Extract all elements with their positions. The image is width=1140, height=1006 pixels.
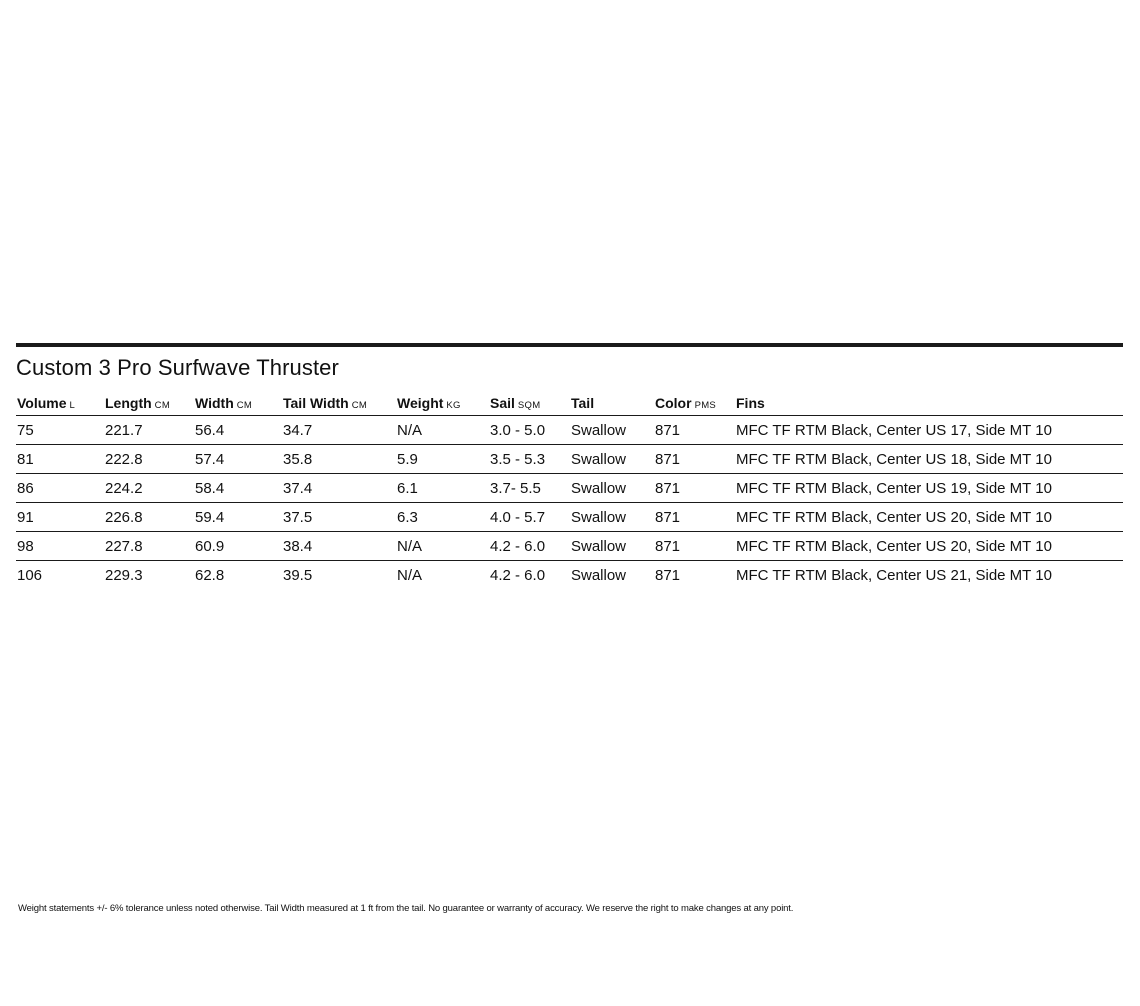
disclaimer-footnote: Weight statements +/- 6% tolerance unless noted otherwise. Tail Width measured at 1 ft from the tail. No guarantee or warranty of accuracy. We reserve the right to make changes at any point. [18,903,794,914]
cell-length: 224.2 [104,474,194,503]
cell-volume: 81 [16,445,104,474]
cell-tail-width: 35.8 [282,445,396,474]
cell-sail: 3.5 - 5.3 [489,445,570,474]
cell-volume: 98 [16,532,104,561]
table-row [16,561,1123,590]
column-label: Sail [490,395,515,411]
cell-width: 58.4 [194,474,282,503]
spec-sheet [16,343,1123,589]
cell-sail: 3.7- 5.5 [489,474,570,503]
cell-sail: 4.2 - 6.0 [490,566,546,584]
cell-weight: 5.9 [396,445,489,474]
cell-width: 59.4 [194,503,282,532]
table-row [16,474,1123,503]
column-header-tail [570,391,654,416]
cell-tail-width: 34.7 [282,416,396,445]
column-header-fins [735,391,1123,416]
cell-color: 871 [655,566,681,584]
column-unit: PMS [694,400,717,411]
column-unit: KG [446,400,461,411]
cell-weight: N/A [397,566,423,584]
cell-weight: 6.3 [396,503,489,532]
column-label: Fins [736,395,765,411]
cell-weight: N/A [396,416,489,445]
column-unit: L [69,400,76,411]
column-label: Length [105,395,152,411]
column-header-tail-width [282,391,396,416]
board-title: Custom 3 Pro Surfwave Thruster [16,355,339,380]
column-unit: CM [351,400,368,411]
cell-volume: 91 [16,503,104,532]
cell-tail: Swallow [571,566,627,584]
cell-tail: Swallow [570,474,654,503]
cell-length: 222.8 [104,445,194,474]
column-header-weight [396,391,489,416]
cell-tail-width: 38.4 [282,532,396,561]
cell-tail: Swallow [570,416,654,445]
cell-tail-width: 39.5 [283,566,313,584]
table-row [16,532,1123,561]
cell-length: 229.3 [105,566,143,584]
cell-length: 227.8 [104,532,194,561]
cell-sail: 4.2 - 6.0 [489,532,570,561]
table-row [16,445,1123,474]
cell-tail: Swallow [570,503,654,532]
cell-weight: N/A [396,532,489,561]
specs-table [16,391,1123,589]
cell-color: 871 [654,503,735,532]
table-row [16,416,1123,445]
cell-weight: 6.1 [396,474,489,503]
cell-tail: Swallow [570,532,654,561]
top-rule [16,343,1123,347]
column-header-length [104,391,194,416]
table-row [16,503,1123,532]
cell-sail: 3.0 - 5.0 [489,416,570,445]
cell-fins: MFC TF RTM Black, Center US 20, Side MT 10 [735,532,1123,561]
column-label: Color [655,395,692,411]
cell-fins: MFC TF RTM Black, Center US 17, Side MT 10 [735,416,1123,445]
column-header-width [194,391,282,416]
column-header-color [654,391,735,416]
cell-width: 60.9 [194,532,282,561]
cell-width: 56.4 [194,416,282,445]
cell-length: 226.8 [104,503,194,532]
cell-color: 871 [654,416,735,445]
cell-fins: MFC TF RTM Black, Center US 19, Side MT 10 [735,474,1123,503]
cell-fins: MFC TF RTM Black, Center US 18, Side MT 10 [735,445,1123,474]
column-label: Volume [17,395,67,411]
column-label: Width [195,395,234,411]
header-row [16,391,1123,416]
cell-volume: 86 [16,474,104,503]
cell-width: 62.8 [195,566,225,584]
cell-color: 871 [654,445,735,474]
column-unit: CM [154,400,171,411]
cell-volume: 106 [17,566,43,584]
column-label: Tail [571,395,595,411]
column-header-sail [489,391,570,416]
cell-width: 57.4 [194,445,282,474]
column-unit: CM [236,400,253,411]
cell-fins: MFC TF RTM Black, Center US 21, Side MT 10 [736,566,1052,584]
cell-color: 871 [654,474,735,503]
cell-volume: 75 [16,416,104,445]
column-label: Tail Width [283,395,349,411]
cell-fins: MFC TF RTM Black, Center US 20, Side MT 10 [735,503,1123,532]
cell-color: 871 [654,532,735,561]
cell-tail-width: 37.4 [282,474,396,503]
column-header-volume [16,391,104,416]
cell-length: 221.7 [104,416,194,445]
cell-tail: Swallow [570,445,654,474]
column-label: Weight [397,395,444,411]
cell-tail-width: 37.5 [282,503,396,532]
column-unit: SQM [517,400,541,411]
cell-sail: 4.0 - 5.7 [489,503,570,532]
